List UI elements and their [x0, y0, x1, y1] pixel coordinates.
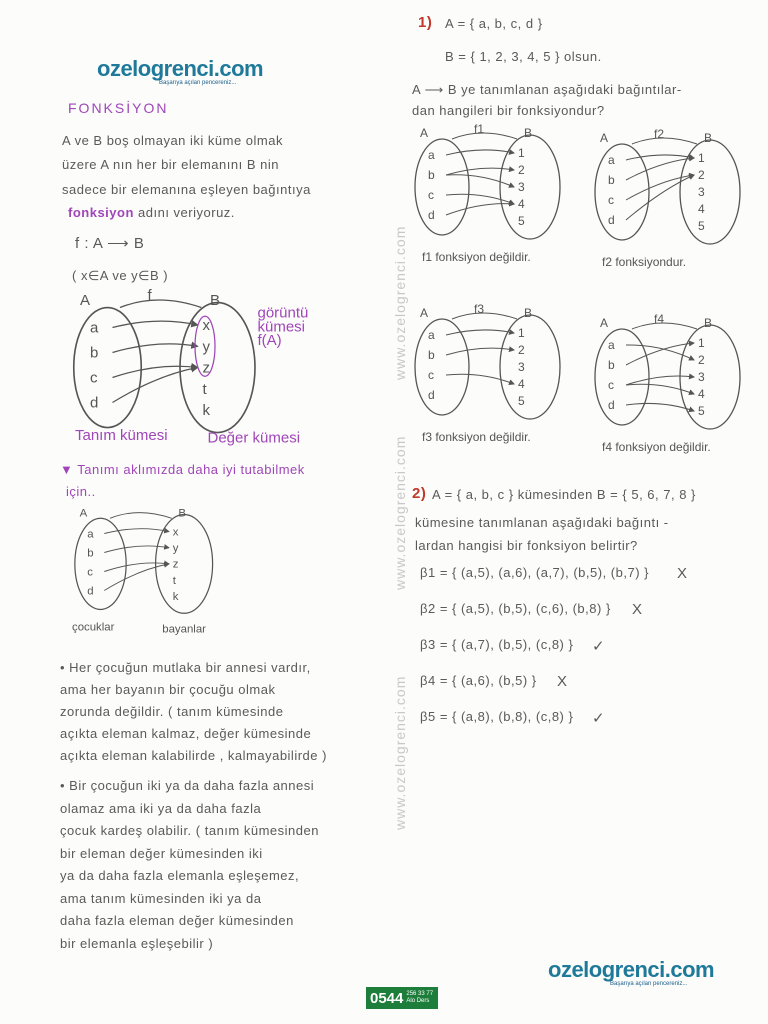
text-line: ama her bayanın bir çocuğu olmak — [60, 682, 276, 697]
element-a: a — [428, 328, 435, 342]
text-line: ama tanım kümesinden iki ya da — [60, 890, 262, 906]
element-b: 4 — [698, 387, 705, 401]
text-line: sadece bir elemanına eşleyen bağıntıya — [62, 182, 311, 197]
tip: için.. — [66, 484, 96, 499]
mapping-arrow — [113, 366, 198, 377]
set-label-b: B — [524, 126, 533, 140]
element-b: y — [172, 542, 179, 555]
mapping-arrow — [446, 194, 514, 204]
element-b: t — [202, 380, 207, 398]
element-b: 4 — [698, 202, 705, 216]
verdict-mark: X — [677, 565, 688, 582]
element-b: t — [172, 574, 176, 587]
text-line: A ⟶ B ye tanımlanan aşağıdaki bağıntılar- — [412, 82, 682, 97]
text-line: zorunda değildir. ( tanım kümesinde — [60, 704, 284, 719]
element-b: 5 — [698, 219, 705, 233]
question-number: 1) — [418, 14, 433, 31]
element-b: 3 — [518, 180, 525, 194]
mapping-arrow — [104, 529, 169, 534]
element-a: d — [608, 398, 615, 412]
codomain-label: bayanlar — [162, 623, 206, 636]
text-line: A = { a, b, c } kümesinden B = { 5, 6, 7, 8 } — [432, 487, 696, 502]
diagram-main — [70, 287, 309, 465]
element-a: c — [608, 378, 614, 392]
text-line: açıkta eleman kalmaz, değer kümesinde — [60, 726, 312, 741]
element-a: c — [428, 368, 434, 382]
element-b: y — [202, 338, 210, 356]
logo: ozelogrenci.com Başarıya açılan pencereniz... — [97, 56, 264, 86]
set-label-a: A — [80, 292, 91, 309]
text-line: daha fazla eleman değer kümesinden — [60, 913, 294, 928]
diagram-f3 — [412, 302, 572, 445]
element-a: c — [608, 193, 614, 207]
set-a-ellipse — [415, 139, 469, 235]
element-b: 5 — [518, 214, 525, 228]
element-b: 2 — [518, 343, 525, 357]
mapping-arrow — [446, 168, 514, 175]
element-a: d — [608, 213, 615, 227]
text-line: olamaz ama iki ya da daha fazla — [60, 800, 262, 816]
set-label-a: A — [420, 126, 429, 140]
element-a: b — [87, 547, 94, 560]
tip: ▼ Tanımı aklımızda daha iyi tutabilmek — [60, 462, 305, 477]
element-b: 1 — [698, 336, 705, 350]
set-label-b: B — [524, 306, 533, 320]
set-b-ellipse — [680, 140, 740, 244]
element-a: a — [608, 153, 615, 167]
mapping-arrow — [113, 344, 198, 353]
verdict-mark: X — [632, 601, 643, 618]
element-a: d — [87, 585, 94, 598]
verdict-mark: ✓ — [592, 710, 606, 727]
element-b: 3 — [698, 370, 705, 384]
mapping-arrow — [446, 348, 514, 355]
set-b-ellipse — [180, 303, 255, 433]
mapping-arrow — [446, 374, 514, 384]
function-name: f — [147, 287, 152, 304]
set-label-b: B — [704, 316, 713, 330]
set-b-ellipse — [680, 325, 740, 429]
function-name: f3 — [474, 302, 485, 316]
text-line: çocuk kardeş olabilir. ( tanım kümesinden — [60, 823, 319, 838]
verdict-mark: ✓ — [592, 638, 606, 655]
element-b: 3 — [518, 360, 525, 374]
text-line: A ve B boş olmayan iki küme olmak — [62, 133, 283, 148]
element-b: 3 — [698, 185, 705, 199]
element-a: a — [87, 528, 94, 541]
watermark: www.ozelogrenci.com — [392, 675, 408, 830]
function-arrow — [452, 313, 517, 319]
element-a: b — [90, 344, 99, 362]
function-arrow — [120, 300, 201, 308]
image-set-label: f(A) — [257, 332, 282, 349]
diagram-f2 — [592, 127, 752, 270]
relation: β4 = { (a,6), (b,5) } — [420, 673, 537, 688]
set-a-ellipse — [75, 518, 126, 609]
mapping-arrow — [446, 150, 514, 155]
diagram-f1 — [412, 122, 572, 265]
relation: β1 = { (a,5), (a,6), (a,7), (b,5), (b,7) } — [420, 565, 649, 580]
element-b: 2 — [518, 163, 525, 177]
diagram-f4 — [592, 312, 752, 455]
element-a: a — [608, 338, 615, 352]
mapping-arrow — [626, 175, 694, 220]
element-b: 5 — [518, 394, 525, 408]
function-name: f1 — [474, 122, 485, 136]
relation: β3 = { (a,7), (b,5), (c,8) } — [420, 637, 574, 652]
text-line: bir elemanla eşleşebilir ) — [60, 935, 214, 951]
diagram-caption: f2 fonksiyondur. — [602, 255, 687, 269]
relation: β5 = { (a,8), (b,8), (c,8) } — [420, 709, 574, 724]
watermark: www.ozelogrenci.com — [392, 225, 408, 380]
set-b-ellipse — [500, 135, 560, 239]
element-a: b — [608, 173, 615, 187]
diagram-caption: f4 fonksiyon değildir. — [602, 440, 711, 454]
domain-label: çocuklar — [72, 621, 115, 634]
element-b: 5 — [698, 404, 705, 418]
footer-logo: ozelogrenci.com Başarıya açılan pencereniz... — [548, 957, 715, 987]
set-label-b: B — [704, 131, 713, 145]
set-b-ellipse — [156, 515, 213, 614]
condition: ( x∈A ve y∈B ) — [72, 268, 169, 283]
text-line: B = { 1, 2, 3, 4, 5 } olsun. — [445, 49, 602, 64]
element-b: k — [202, 402, 210, 419]
element-b: z — [202, 359, 210, 377]
element-b: 1 — [698, 151, 705, 165]
element-a: b — [428, 168, 435, 182]
element-a: b — [428, 348, 435, 362]
mapping-arrow — [104, 563, 169, 572]
mapping-arrow — [626, 343, 694, 365]
set-label-b: B — [210, 292, 221, 309]
function-name: f4 — [654, 312, 665, 326]
phone-badge: 0544 256 33 77 Alo Ders — [366, 987, 438, 1009]
text-line: açıkta eleman kalabilirde , kalmayabilirde ) — [60, 748, 327, 763]
element-a: a — [90, 319, 99, 337]
element-b: k — [172, 591, 179, 603]
diagram-caption: f3 fonksiyon değildir. — [422, 430, 531, 444]
diagram-caption: f1 fonksiyon değildir. — [422, 250, 531, 264]
function-arrow — [452, 133, 517, 139]
mapping-arrow — [446, 330, 514, 335]
element-a: c — [428, 188, 434, 202]
set-label-a: A — [79, 507, 88, 520]
element-b: 2 — [698, 353, 705, 367]
watermark: www.ozelogrenci.com — [392, 435, 408, 590]
mapping-arrow — [113, 321, 198, 327]
element-b: 1 — [518, 146, 525, 160]
set-a-ellipse — [595, 329, 649, 425]
notation: f : A ⟶ B — [75, 235, 145, 252]
text-line: kümesine tanımlanan aşağıdaki bağıntı - — [415, 515, 669, 530]
relation: β2 = { (a,5), (b,5), (c,6), (b,8) } — [420, 601, 611, 616]
text-line: • Her çocuğun mutlaka bir annesi vardır, — [60, 660, 311, 675]
verdict-mark: X — [557, 673, 568, 690]
element-b: z — [172, 558, 179, 571]
function-arrow — [110, 513, 172, 519]
element-a: d — [428, 208, 435, 222]
text-line: lardan hangisi bir fonksiyon belirtir? — [415, 538, 638, 553]
set-label-a: A — [600, 316, 609, 330]
set-label-b: B — [178, 507, 187, 520]
element-b: x — [202, 317, 210, 334]
question-number: 2) — [412, 485, 427, 502]
function-name: f2 — [654, 127, 665, 141]
text-line: ya da daha fazla elemanla eşleşemez, — [60, 868, 300, 883]
set-a-ellipse — [415, 319, 469, 415]
text-line: bir eleman değer kümesinden iki — [60, 845, 263, 861]
element-b: x — [172, 526, 179, 539]
element-b: 2 — [698, 168, 705, 182]
image-set-label: görüntü — [257, 304, 309, 322]
element-a: d — [90, 394, 99, 412]
element-a: a — [428, 148, 435, 162]
mapping-arrow — [626, 175, 694, 200]
set-label-a: A — [420, 306, 429, 320]
text-line: dan hangileri bir fonksiyondur? — [412, 103, 605, 118]
function-arrow — [632, 138, 697, 144]
page-title: FONKSİYON — [68, 100, 169, 116]
text-line: üzere A nın her bir elemanını B nin — [62, 157, 279, 172]
element-a: c — [87, 566, 93, 579]
codomain-label: Değer kümesi — [207, 429, 301, 447]
mapping-arrow — [626, 384, 694, 394]
domain-label: Tanım kümesi — [75, 427, 168, 444]
set-label-a: A — [600, 131, 609, 145]
text-line: A = { a, b, c, d } — [445, 16, 543, 31]
element-b: 4 — [518, 377, 525, 391]
mapping-arrow — [626, 376, 694, 385]
function-arrow — [632, 323, 697, 329]
set-a-ellipse — [74, 308, 142, 428]
mapping-arrow — [446, 175, 514, 187]
element-a: c — [90, 369, 98, 387]
text-line: adını veriyoruz. — [138, 205, 235, 220]
element-b: 1 — [518, 326, 525, 340]
text-line: • Bir çocuğun iki ya da daha fazla annesi — [60, 778, 315, 793]
element-a: d — [428, 388, 435, 402]
diagram-kids — [72, 505, 224, 638]
element-a: b — [608, 358, 615, 372]
set-b-ellipse — [500, 315, 560, 419]
term: fonksiyon — [68, 205, 134, 220]
element-b: 4 — [518, 197, 525, 211]
image-set-label: kümesi — [257, 318, 306, 336]
mapping-arrow — [104, 546, 169, 553]
